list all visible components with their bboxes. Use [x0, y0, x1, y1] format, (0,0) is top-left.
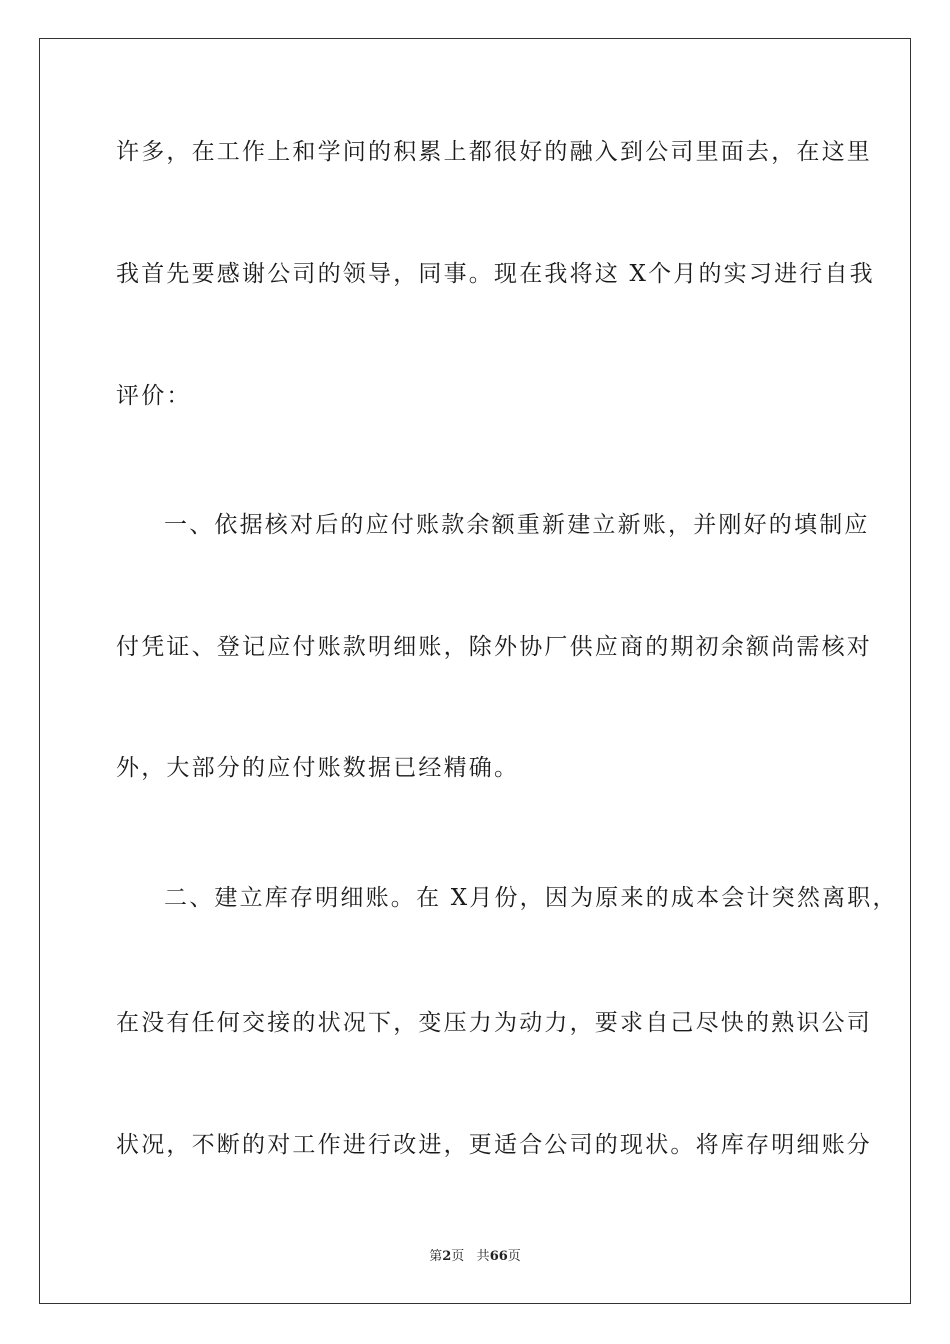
body-line-6: 外，大部分的应付账数据已经精确。 — [116, 755, 520, 781]
total-pages-number: 66 — [489, 1249, 508, 1264]
page-border — [39, 38, 911, 1304]
body-line-1: 许多，在工作上和学问的积累上都很好的融入到公司里面去，在这里 — [116, 139, 872, 165]
total-suffix: 页 — [507, 1249, 521, 1264]
body-line-9: 状况，不断的对工作进行改进，更适合公司的现状。将库存明细账分 — [116, 1132, 872, 1158]
body-line-4: 一、依据核对后的应付账款余额重新建立新账，并刚好的填制应 — [164, 512, 870, 538]
total-prefix: 共 — [476, 1249, 490, 1264]
page-suffix: 页 — [451, 1249, 465, 1264]
body-line-7: 二、建立库存明细账。在 X月份，因为原来的成本会计突然离职， — [164, 885, 898, 911]
body-line-2: 我首先要感谢公司的领导，同事。现在我将这 X个月的实习进行自我 — [116, 261, 875, 287]
page-prefix: 第 — [429, 1249, 443, 1264]
body-line-8: 在没有任何交接的状况下，变压力为动力，要求自己尽快的熟识公司 — [116, 1010, 872, 1036]
current-page-number: 2 — [442, 1249, 452, 1264]
body-line-5: 付凭证、登记应付账款明细账，除外协厂供应商的期初余额尚需核对 — [116, 634, 872, 660]
body-line-3: 评价： — [116, 383, 192, 409]
page-footer — [0, 1248, 950, 1266]
